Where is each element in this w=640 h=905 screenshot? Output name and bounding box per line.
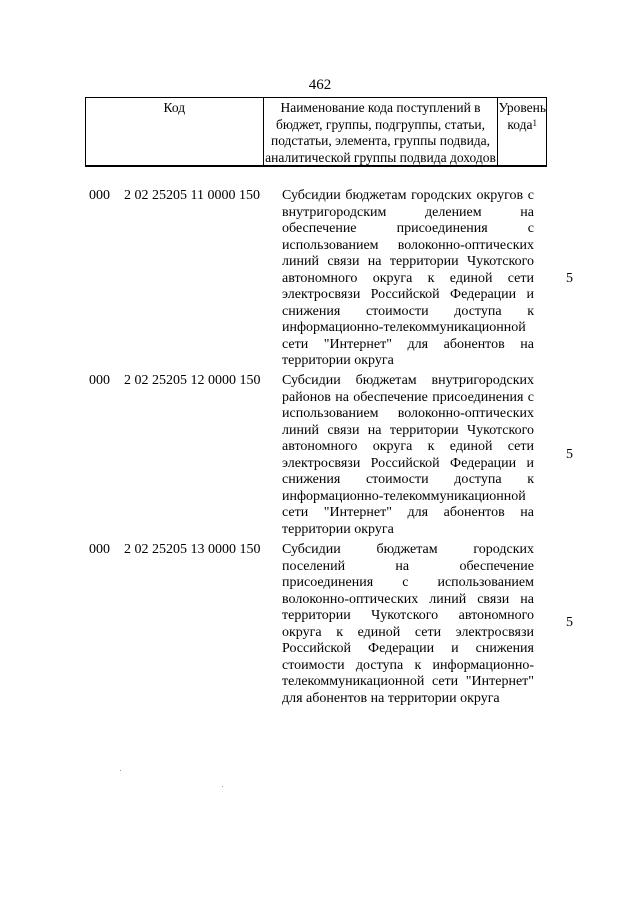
table-header [85,97,547,167]
admin-code: 000 [89,373,110,388]
income-code: 2 02 25205 12 0000 150 [124,373,261,388]
income-name: Субсидии бюджетам городских округов с внутригородским делением на обеспечение присоединения с использованием волоконно-оптических линий связи на территории Чукотского автономного округа к единой сети электросвязи Российской Федерации и снижения стоимости доступа к информационно-телекоммуникационной сети "Интернет" для абонентов на территории округа [282,188,534,368]
income-code: 2 02 25205 11 0000 150 [124,188,260,203]
scan-speck [222,786,223,787]
scan-speck [120,770,121,771]
code-level: 5 [566,447,573,462]
page-number: 462 [308,77,332,93]
header-name: Наименование кода поступлений в бюджет, группы, подгруппы, статьи, подстатьи, элемента, группы подвида, аналитической группы подвида доходов [264,98,499,165]
admin-code: 000 [89,542,110,557]
header-code: Код [86,98,264,165]
header-level-footnote: 1 [532,117,538,128]
income-code: 2 02 25205 13 0000 150 [124,542,261,557]
income-name: Субсидии бюджетам внутригородских районов на обеспечение присоединения с использованием волоконно-оптических линий связи на территории Чукотского автономного округа к единой сети электросвязи Российской Федерации и снижения стоимости доступа к информационно-телекоммуникационной сети "Интернет" для абонентов на территории округа [282,373,534,537]
header-level-label: Уровень кода [498,100,546,132]
header-level [498,98,546,165]
admin-code: 000 [89,188,110,203]
income-name: Субсидии бюджетам городских поселений на обеспечение присоединения с использованием волоконно-оптических линий связи на территории Чукотского автономного округа к единой сети электросвязи Российской Федерации и снижения стоимости доступа к информационно-телекоммуникационной сети "Интернет" для абонентов на территории округа [282,542,534,706]
code-level: 5 [566,615,573,630]
code-level: 5 [566,271,573,286]
